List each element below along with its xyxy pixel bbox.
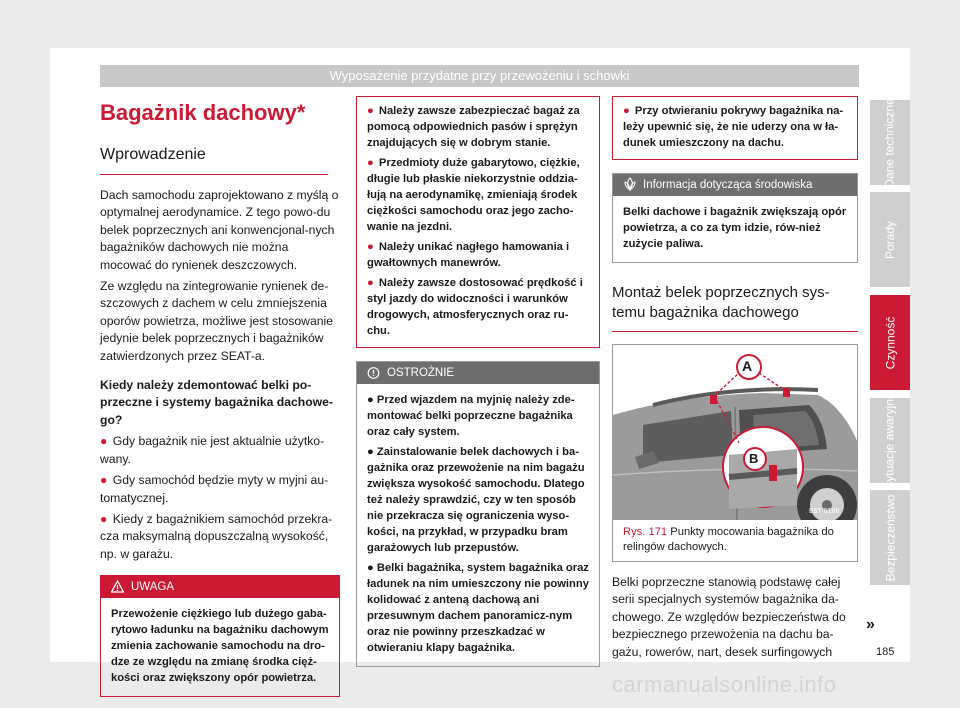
list-item: ● Przedmioty duże gabarytowo, ciężkie, długie lub płaskie niekorzystnie oddzia-łują na aerodynamikę, zmieniają środek ciężkości samochodu oraz jego zacho-wanie na jezdni. <box>367 157 580 233</box>
page-number: 185 <box>876 646 895 658</box>
bullet-icon: ● <box>367 277 374 289</box>
environment-title: Informacja dotycząca środowiska <box>643 179 813 191</box>
tab-label: Dane techniczne <box>883 97 898 188</box>
warning-title: UWAGA <box>131 581 175 594</box>
watermark: carmanualsonline.info <box>612 672 837 697</box>
column-1 <box>100 96 340 697</box>
bullet-icon: ● <box>367 105 374 117</box>
bullet-icon: ● <box>100 434 108 449</box>
figure-label-a: A <box>742 358 753 374</box>
list-item: ● Przed wjazdem na myjnię należy zde-montować belki poprzeczne bagażnika oraz cały system. <box>367 394 575 438</box>
figure-label-b: B <box>749 451 759 466</box>
list-item: ● Kiedy z bagażnikiem samochód przekra-cza maksymalną dopuszczalną wysokość, np. w garażu. <box>100 511 333 561</box>
warning-box <box>100 575 340 697</box>
tab-label: Sytuacje awaryjne <box>883 391 898 490</box>
list-item: ● Należy unikać nagłego hamowania i gwałtownych manewrów. <box>367 241 570 269</box>
column-3 <box>612 96 858 661</box>
tab-dane-techniczne[interactable] <box>870 97 910 188</box>
caution-box <box>356 361 600 667</box>
warning-continued-box <box>612 96 858 160</box>
bullet-icon: ● <box>367 394 374 406</box>
caution-body <box>357 384 599 666</box>
list-item: ● Zainstalowanie belek dachowych i ba-gażnika oraz przewożenie na nim bagażu zwiększa wysokość samochodu. Dlatego też należy sprawdzić, czy w ten sposób nie przekracza się ograniczenia wyso-kości, na przykład, w przypadku bram garażowych lub przepustów. <box>367 446 585 554</box>
column-2 <box>356 96 600 667</box>
body-paragraph: Belki poprzeczne stanowią podstawę całej serii specjalnych systemów bagażnika da-chowego. Ze względów bezpieczeństwa do bezpiecznego przewożenia na dachu ba-gażu, rowerów, nart, desek surfingowych <box>612 575 846 659</box>
chapter-header: Wyposażenie przydatne przy przewożeniu i schowki <box>100 65 859 87</box>
environment-header <box>613 174 857 196</box>
warning-header <box>101 576 339 598</box>
list-item: ● Gdy samochód będzie myty w myjni au-tomatycznej. <box>100 473 329 505</box>
environment-box <box>612 173 858 263</box>
tab-sytuacje-awaryjne[interactable] <box>870 391 910 490</box>
tab-label: Czynność <box>883 316 897 369</box>
tab-label: Porady <box>883 220 897 259</box>
list-item: ● Należy zawsze dostosować prędkość i styl jazdy do widoczności i warunków drogowych, atmosferycznych oraz ru-chu. <box>367 277 583 337</box>
bullet-icon: ● <box>367 446 374 458</box>
continue-arrow-icon: » <box>866 616 875 633</box>
environment-body <box>613 196 857 262</box>
intro-paragraph-2: Ze względu na zintegrowanie rynienek de-szczowych z dachem w celu zmniejszenia oporów powietrza, możliwe jest stosowanie jedynie belek poprzecznych i bagażników zatwierdzonych przez SEAT-a. <box>100 279 334 363</box>
figure-caption <box>613 520 857 561</box>
figure <box>612 344 858 562</box>
section-heading: Montaż belek poprzecznych sys-temu bagażnika dachowego <box>612 283 858 332</box>
list-item: ● Należy zawsze zabezpieczać bagaż za pomocą odpowiednich pasów i sprężyn znajdujących się w dobrym stanie. <box>367 105 580 149</box>
warning-triangle-icon <box>111 576 124 606</box>
tab-bezpieczenstwo[interactable] <box>870 490 910 585</box>
tab-label: Bezpieczeństwo <box>883 494 897 581</box>
caution-header <box>357 362 599 384</box>
bullet-icon: ● <box>367 241 374 253</box>
leaf-icon <box>623 174 637 204</box>
tab-czynnosc[interactable] <box>870 295 910 390</box>
bullet-icon: ● <box>367 562 374 574</box>
warning-continued-box <box>356 96 600 348</box>
question-heading: Kiedy należy zdemontować belki po-przeczne i systemy bagażnika dachowe-go? <box>100 378 334 427</box>
environment-text: Belki dachowe i bagażnik zwiększają opór powietrza, a co za tym idzie, rów-nież zużycie paliwa. <box>623 206 847 250</box>
list-item: ● Przy otwieraniu pokrywy bagażnika na-leży upewnić się, że nie uderzy ona w ła-dunek umieszczony na dachu. <box>623 105 844 149</box>
caution-title: OSTROŻNIE <box>387 367 455 379</box>
exclamation-circle-icon <box>367 362 380 392</box>
bullet-icon: ● <box>100 511 108 526</box>
car-roof-rails-illustration <box>613 345 857 520</box>
list-item: ● Belki bagażnika, system bagażnika oraz ładunek na nim umieszczony nie powinny kolidować z anteną dachową ani przesuwnym dachem panoramicz-nym oraz nie powinny przeszkadzać w otwieraniu klapy bagażnika. <box>367 562 589 654</box>
figure-caption-text: Punkty mocowania bagażnika do relingów dachowych. <box>623 526 834 553</box>
warning-text: Przewożenie ciężkiego lub dużego gaba-rytowo ładunku na bagażniku dachowym zmienia zachowanie samochodu na dro-dze ze względu na zmianę środka cięż-kości oraz zwiększony opór powietrza. <box>111 608 329 685</box>
bullet-icon: ● <box>623 105 630 117</box>
page-title: Bagażnik dachowy* <box>100 100 306 125</box>
section-subtitle: Wprowadzenie <box>100 146 328 175</box>
figure-code: B5T-0186 <box>809 508 840 515</box>
list-item: ● Gdy bagażnik nie jest aktualnie użytko-wany. <box>100 434 325 466</box>
intro-paragraph: Dach samochodu zaprojektowano z myślą o optymalnej aerodynamice. Z tego powo-du belek poprzecznych ani konwencjonal-nych bagażników dachowych nie można mocować do rynienek deszczowych. <box>100 188 339 272</box>
figure-number: Rys. 171 <box>623 526 668 538</box>
bullet-icon: ● <box>367 157 374 169</box>
bullet-icon: ● <box>100 473 108 488</box>
tab-porady[interactable] <box>870 192 910 287</box>
warning-body <box>101 598 339 696</box>
